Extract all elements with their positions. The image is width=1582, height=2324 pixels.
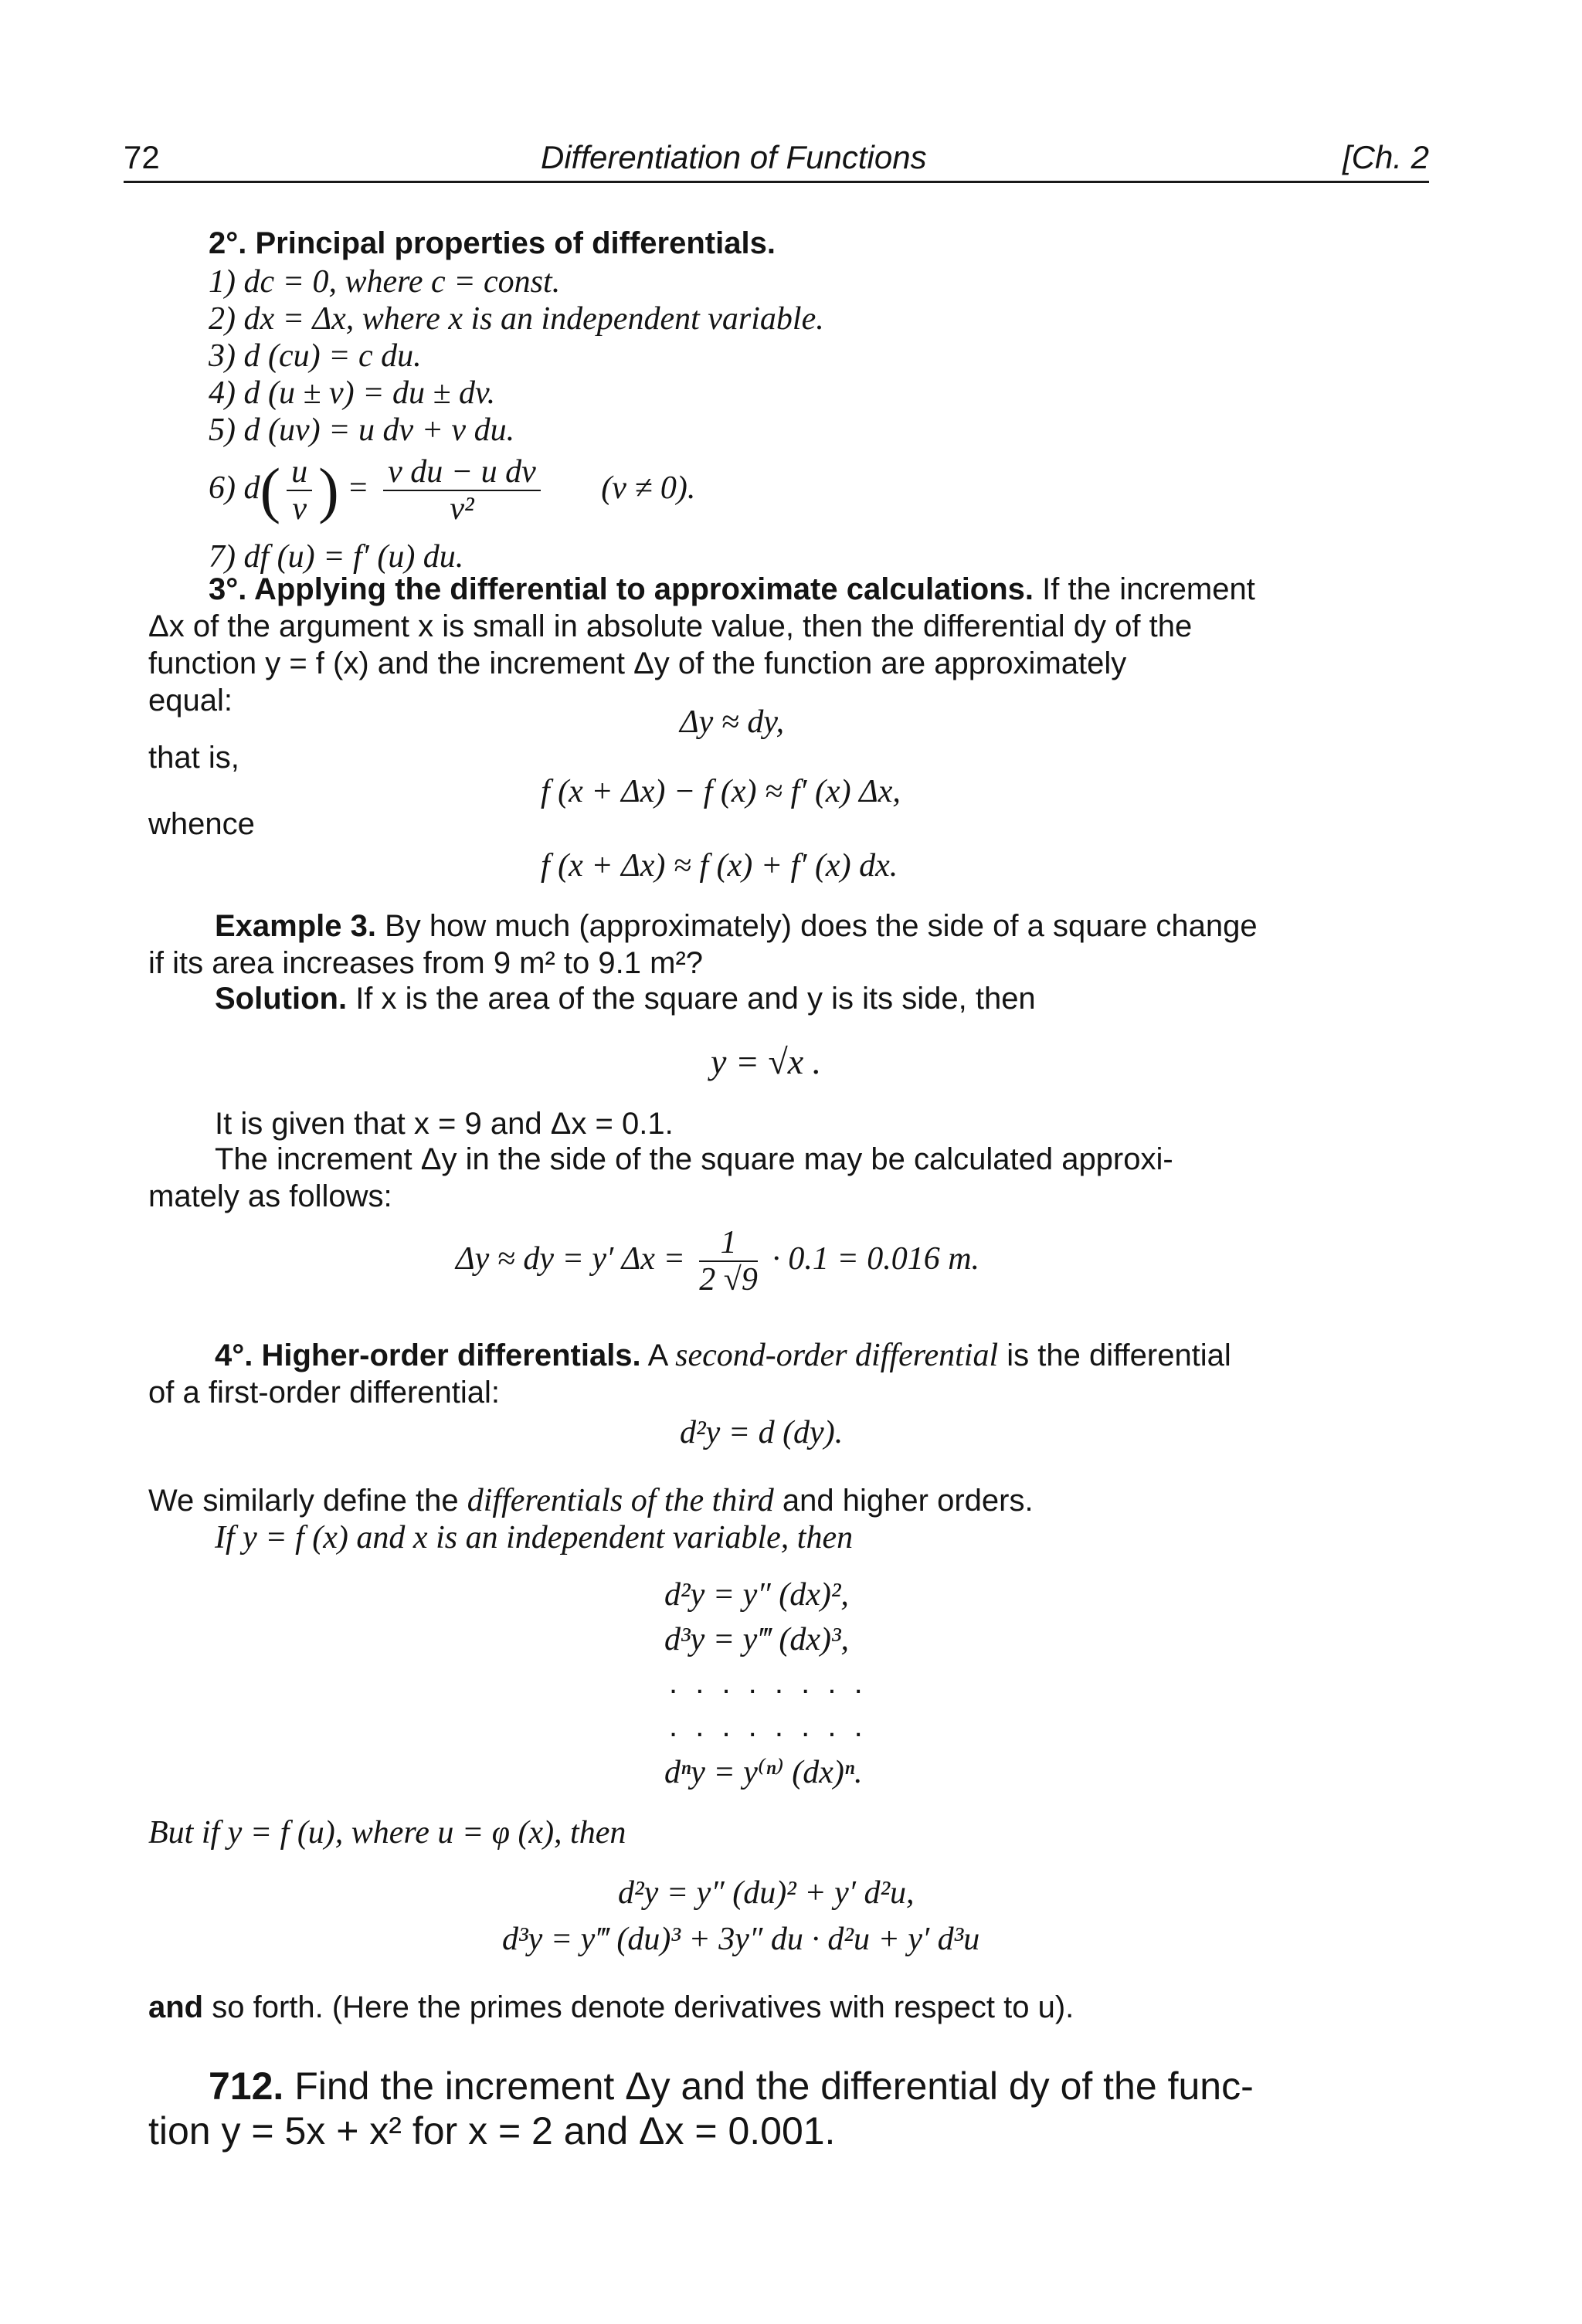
problem-line-1 [209, 2062, 1254, 2110]
similar-line [148, 1481, 1034, 1520]
example-calculation [456, 1220, 979, 1298]
property-2: 2) dx = Δx, where x is an independent variable. [209, 301, 824, 337]
problem-line-1-rest: Find the increment Δy and the differential dy of the func- [283, 2064, 1254, 2108]
property-6 [209, 450, 695, 527]
that-is-label: that is, [148, 741, 239, 775]
property-4: 4) d (u ± v) = du ± dv. [209, 375, 496, 411]
problem-number: 712. [209, 2064, 284, 2108]
equation-dny: dⁿy = y⁽ⁿ⁾ (dx)ⁿ. [664, 1755, 863, 1790]
section-3-heading: 3°. Applying the differential to approximate calculations. [209, 572, 1034, 606]
property-5: 5) d (uv) = u dv + v du. [209, 412, 515, 448]
property-7: 7) df (u) = f′ (u) du. [209, 539, 464, 575]
property-6-condition: (v ≠ 0). [601, 470, 696, 506]
whence-label: whence [148, 807, 255, 841]
section-2-heading: 2°. Principal properties of differentials. [209, 226, 776, 260]
inner-numerator: u [287, 454, 312, 491]
if-line: If y = f (x) and x is an independent variable, then [215, 1520, 854, 1556]
equation-whence: f (x + Δx) ≈ f (x) + f′ (x) dx. [541, 848, 898, 884]
running-title: Differentiation of Functions [541, 139, 927, 175]
similar-a: We similarly define the [148, 1484, 467, 1518]
calculation-fraction [699, 1225, 758, 1298]
solution-line [215, 979, 1036, 1018]
equation-d3y-dx: d³y = y‴ (dx)³, [664, 1622, 850, 1657]
section-4-line-1-mid: A [640, 1338, 676, 1372]
section-4-line-1-end: is the differential [998, 1338, 1231, 1372]
inner-denominator: v [292, 491, 307, 528]
dots-row-1: . . . . . . . . [669, 1666, 867, 1700]
section-3-line-1 [209, 570, 1255, 609]
problem-line-2: tion y = 5x + x² for x = 2 and Δx = 0.001. [148, 2109, 836, 2153]
page-header [124, 137, 1429, 183]
quotient-numerator: v du − u dv [383, 454, 541, 491]
section-3-line-3: function y = f (x) and the increment Δy of the function are approximately [148, 646, 1127, 680]
section-4-line-1 [215, 1336, 1231, 1375]
example-label: Example 3. [215, 909, 377, 943]
and-label: and [148, 1990, 204, 2024]
equation-second-order: d²y = d (dy). [680, 1415, 844, 1450]
quotient-denominator: v² [450, 491, 474, 528]
property-3: 3) d (cu) = c du. [209, 338, 422, 374]
calculation-right: · 0.1 = 0.016 m. [772, 1241, 980, 1277]
equation-d3y-du: d³y = y‴ (du)³ + 3y″ du · d²u + y′ d³u [502, 1922, 980, 1957]
example-line-1 [215, 907, 1258, 945]
calculation-left: Δy ≈ dy = y′ Δx = [456, 1241, 685, 1277]
section-3-line-4: equal: [148, 684, 233, 718]
page-number: 72 [124, 139, 160, 175]
equation-approx: Δy ≈ dy, [680, 704, 785, 740]
section-4-line-2: of a first-order differential: [148, 1376, 501, 1410]
equation-d2y-dx: d²y = y″ (dx)², [664, 1577, 849, 1613]
solution-label: Solution. [215, 982, 348, 1016]
left-paren: ( [260, 456, 281, 525]
example-line-1-rest: By how much (approximately) does the side of a square change [376, 909, 1258, 943]
section-3-line-2: Δx of the argument x is small in absolute value, then the differential dy of the [148, 609, 1193, 643]
right-paren: ) [318, 456, 339, 525]
second-order-term: second-order differential [675, 1338, 999, 1373]
similar-b: and higher orders. [773, 1484, 1034, 1518]
solution-rest: If x is the area of the square and y is its side, then [347, 982, 1036, 1016]
calculation-numerator: 1 [699, 1225, 758, 1262]
calculation-denominator: 2 √9 [699, 1262, 758, 1298]
increment-line-1: The increment Δy in the side of the square may be calculated approxi- [215, 1142, 1173, 1176]
inner-fraction [287, 454, 312, 527]
equation-d2y-du: d²y = y″ (du)² + y′ d²u, [618, 1875, 915, 1911]
third-order-term: differentials of the third [467, 1483, 774, 1518]
given-line: It is given that x = 9 and Δx = 0.1. [215, 1107, 674, 1141]
property-1: 1) dc = 0, where c = const. [209, 264, 561, 300]
but-if-line: But if y = f (u), where u = φ (x), then [148, 1815, 626, 1851]
property-6-prefix: 6) d [209, 470, 260, 506]
chapter-label: [Ch. 2 [1342, 139, 1429, 175]
increment-line-2: mately as follows: [148, 1179, 392, 1213]
equation-sqrt: y = √x . [711, 1042, 822, 1081]
section-3-line-1-rest: If the increment [1034, 572, 1255, 606]
dots-row-2: . . . . . . . . [669, 1709, 867, 1743]
quotient-fraction [383, 454, 541, 527]
section-4-heading: 4°. Higher-order differentials. [215, 1338, 641, 1372]
so-forth-line [148, 1988, 1074, 2027]
equation-increment: f (x + Δx) − f (x) ≈ f′ (x) Δx, [541, 774, 901, 809]
so-forth-rest: so forth. (Here the primes denote derivatives with respect to u). [203, 1990, 1074, 2024]
example-line-2: if its area increases from 9 m² to 9.1 m²? [148, 946, 704, 980]
property-6-equals: = [347, 470, 369, 506]
